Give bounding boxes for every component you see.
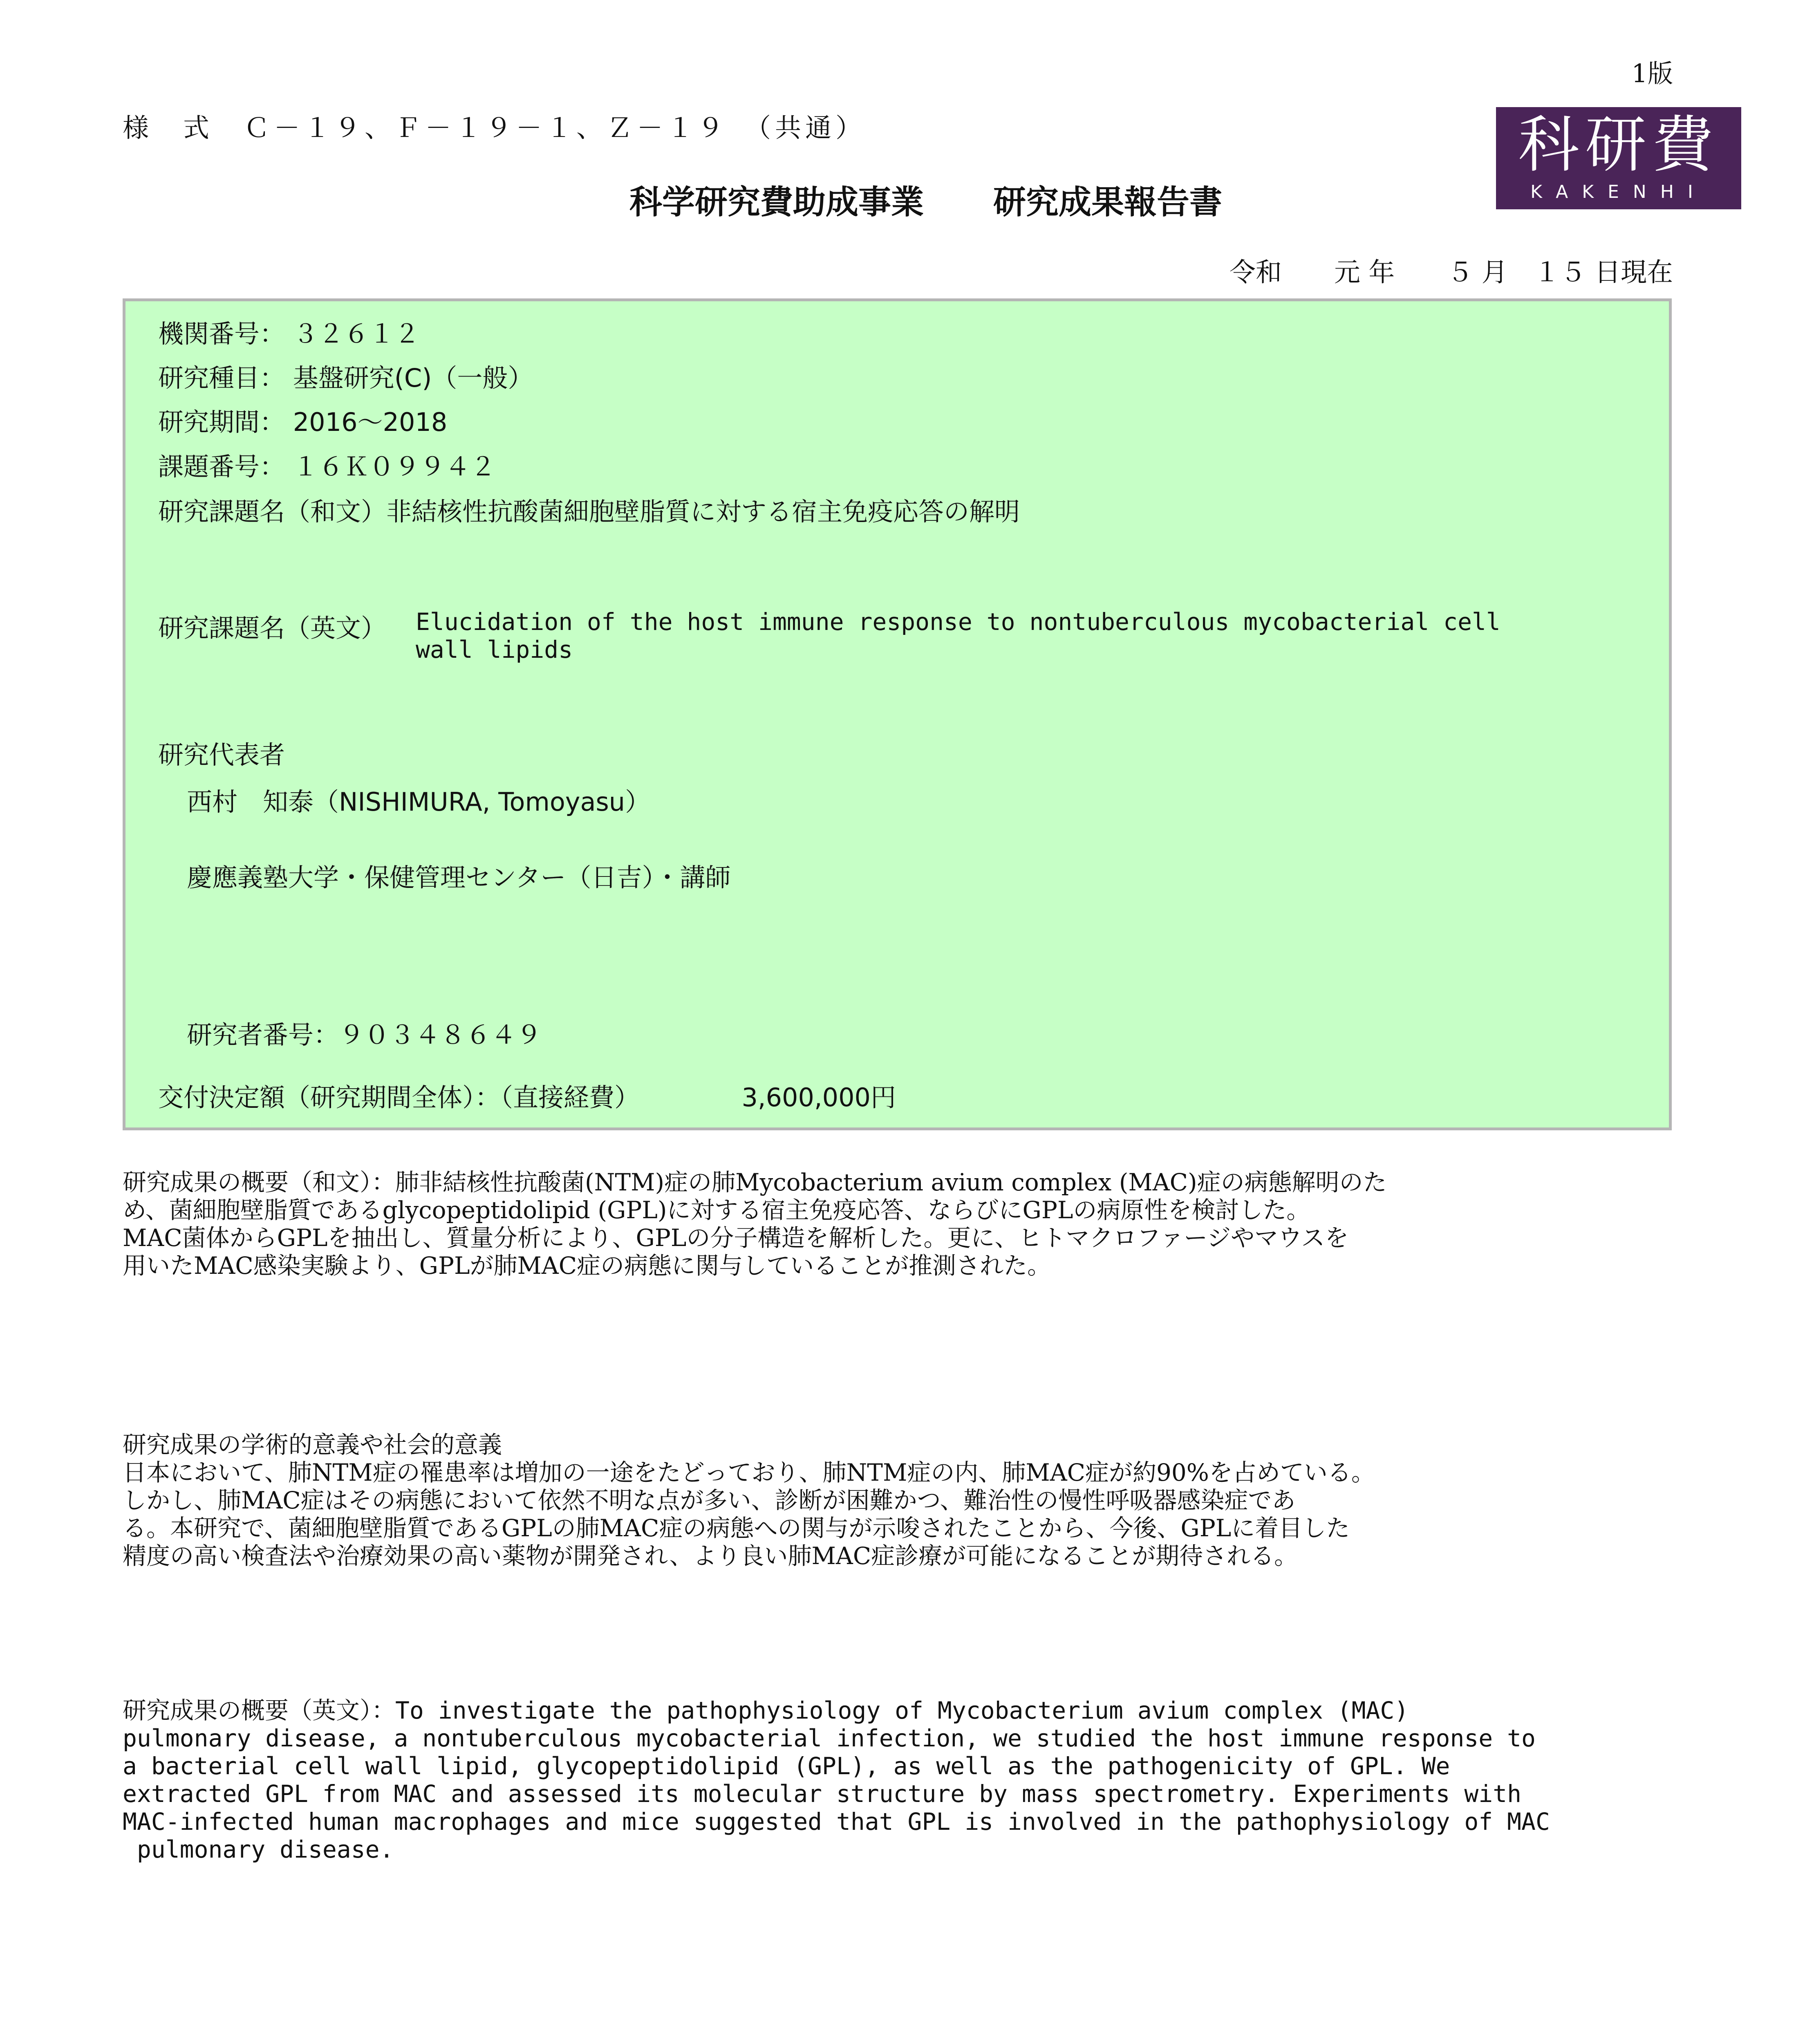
institution-number: 機関番号： ３２６１２: [158, 319, 420, 349]
summary-en-label: 研究成果の概要（英文）：: [123, 1697, 396, 1724]
research-period: 研究期間： 2016～2018: [158, 407, 448, 437]
significance-section: 研究成果の学術的意義や社会的意義 日本において、肺NTM症の罹患率は増加の一途をたどっており、肺NTM症の内、肺MAC症が約90%を占めている。 しかし、肺MAC症はその病態において依然不明な点が多い、診断が困難かつ、難治性の慢性呼吸器感染症であ る。本研究で、菌細胞壁脂質であるGPLの肺MAC症の病態への関与が示唆されたことから、今後、GPLに着目した 精度の高い検査法や治療効果の高い薬物が開発され、より良い肺MAC症診療が可能になることが期待される。: [123, 1431, 1375, 1570]
summary-ja: 研究成果の概要（和文）：肺非結核性抗酸菌(NTM)症の肺Mycobacterium avium complex (MAC)症の病態解明のた め、菌細胞壁脂質であるglycopeptidolipid (GPL)に対する宿主免疫応答、ならびにGPLの病原性を検討した。 MAC菌体からGPLを抽出し、質量分析により、GPLの分子構造を解析した。更に、ヒトマクロファージやマウスを 用いたMAC感染実験より、GPLが肺MAC症の病態に関与していることが推測された。: [123, 1168, 1387, 1280]
project-title-ja: 研究課題名（和文）非結核性抗酸菌細胞壁脂質に対する宿主免疫応答の解明: [158, 497, 1020, 527]
pi-label: 研究代表者: [158, 740, 285, 770]
kakenhi-logo: [1496, 107, 1741, 209]
pi-affiliation: 慶應義塾大学・保健管理センター（日吉）・講師: [187, 863, 731, 892]
project-title-en-line1: Elucidation of the host immune response to nontuberculous mycobacterial cell: [416, 608, 1500, 636]
project-info-box: [123, 298, 1672, 1130]
significance-heading: 研究成果の学術的意義や社会的意義: [123, 1431, 502, 1459]
grant-amount: 交付決定額（研究期間全体）：（直接経費） 3,600,000円: [158, 1083, 896, 1112]
project-title-en-label: 研究課題名（英文）: [158, 613, 387, 643]
form-code: 様 式 Ｃ－１９、Ｆ－１９－１、Ｚ－１９ （共通）: [123, 113, 866, 143]
report-date: 令和 元 年 ５ 月 １５ 日現在: [1229, 258, 1673, 288]
version-label: 1版: [1631, 58, 1673, 88]
grant-value: 3,600,000円: [741, 1083, 896, 1112]
researcher-number: 研究者番号：９０３４８６４９: [187, 1020, 542, 1050]
project-number: 課題番号： １６Ｋ０９９４２: [158, 452, 496, 482]
title-program: 科学研究費助成事業: [629, 183, 924, 221]
project-title-en-line2: wall lipids: [416, 636, 573, 663]
title-report: 研究成果報告書: [993, 183, 1222, 221]
page-title: [629, 176, 1222, 223]
pi-name: 西村 知泰（NISHIMURA, Tomoyasu）: [187, 787, 651, 817]
logo-sub-text: KAKENHI: [1530, 181, 1707, 202]
logo-main-text: 科研費: [1518, 109, 1719, 181]
summary-en: 研究成果の概要（英文）：To investigate the pathophysiology of Mycobacterium avium complex (MAC) pulmonary disease, a nontuberculous mycobacterial infection, we studied the host immune response to a bacterial cell wall lipid, glycopeptidolipid (GPL), as well as the pathogenicity of GPL. We extracted GPL from MAC and assessed its molecular structure by mass spectrometry. Experiments with MAC-infected human macrophages and mice suggested that GPL is involved in the pathophysiology of MAC pulmonary disease.: [123, 1697, 1550, 1863]
research-category: 研究種目： 基盤研究(C)（一般）: [158, 363, 533, 393]
